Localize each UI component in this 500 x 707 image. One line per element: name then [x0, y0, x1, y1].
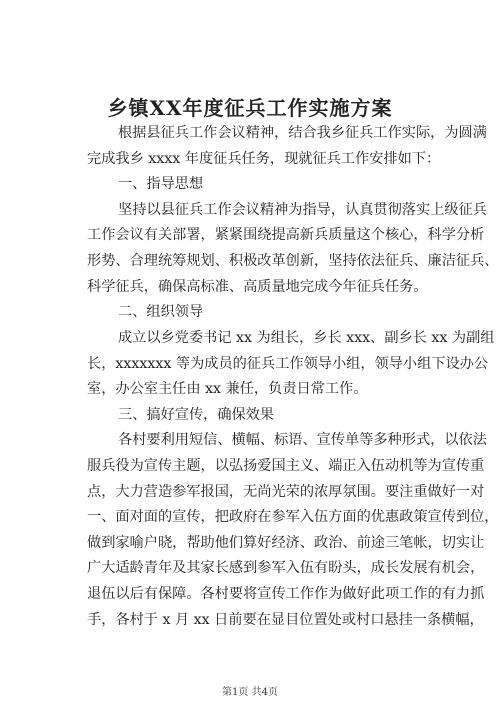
paragraph-line: 退伍以后有保障。各村要将宣传工作作为做好此项工作的有力抓	[87, 586, 485, 602]
paragraph-line: 完成我乡 xxxx 年度征兵任务，现就征兵工作安排如下：	[87, 151, 441, 167]
paragraph-line: 长，xxxxxxx 等为成员的征兵工作领导小组，领导小组下设办公	[87, 356, 489, 372]
paragraph-line: 工作会议有关部署，紧紧围绕提高新兵质量这个核心，科学分析	[87, 227, 485, 243]
page-number-footer: 第1页 共4页	[222, 687, 278, 698]
paragraph-line: 手，各村于 x 月 xx 日前要在显目位置处或村口悬挂一条横幅，	[87, 612, 484, 628]
paragraph-line: 室，办公室主任由 xx 兼任，负责日常工作。	[87, 381, 368, 397]
paragraph-line: 各村要利用短信、横幅、标语、宣传单等多种形式，以依法	[118, 432, 487, 448]
paragraph-line: 成立以乡党委书记 xx 为组长，乡长 xxx、副乡长 xx 为副组	[118, 330, 495, 346]
section-heading: 一、指导思想	[118, 176, 204, 192]
paragraph-line: 坚持以县征兵工作会议精神为指导，认真贯彻落实上级征兵	[118, 202, 487, 218]
paragraph-line: 广大适龄青年及其家长感到参军入伍有盼头，成长发展有机会，	[87, 560, 485, 576]
paragraph-line: 根据县征兵工作会议精神，结合我乡征兵工作实际，为圆满	[118, 125, 487, 141]
paragraph-line: 做到家喻户晓，帮助他们算好经济、政治、前途三笔帐，切实让	[87, 535, 485, 551]
section-heading: 二、组织领导	[118, 304, 204, 320]
paragraph-line: 形势、合理统筹规划、积极改革创新，坚持依法征兵、廉洁征兵、	[87, 253, 499, 269]
paragraph-line: 科学征兵，确保高标准、高质量地完成今年征兵任务。	[87, 279, 428, 295]
section-heading: 三、搞好宣传，确保效果	[118, 407, 275, 423]
paragraph-line: 服兵役为宣传主题，以弘扬爱国主义、端正入伍动机等为宣传重	[87, 458, 485, 474]
document-title: 乡镇XX年度征兵工作实施方案	[107, 96, 393, 120]
paragraph-line: 点，大力营造参军报国，无尚光荣的浓厚氛围。要注重做好一对	[87, 484, 485, 500]
paragraph-line: 一、面对面的宣传，把政府在参军入伍方面的优惠政策宣传到位，	[87, 509, 499, 525]
